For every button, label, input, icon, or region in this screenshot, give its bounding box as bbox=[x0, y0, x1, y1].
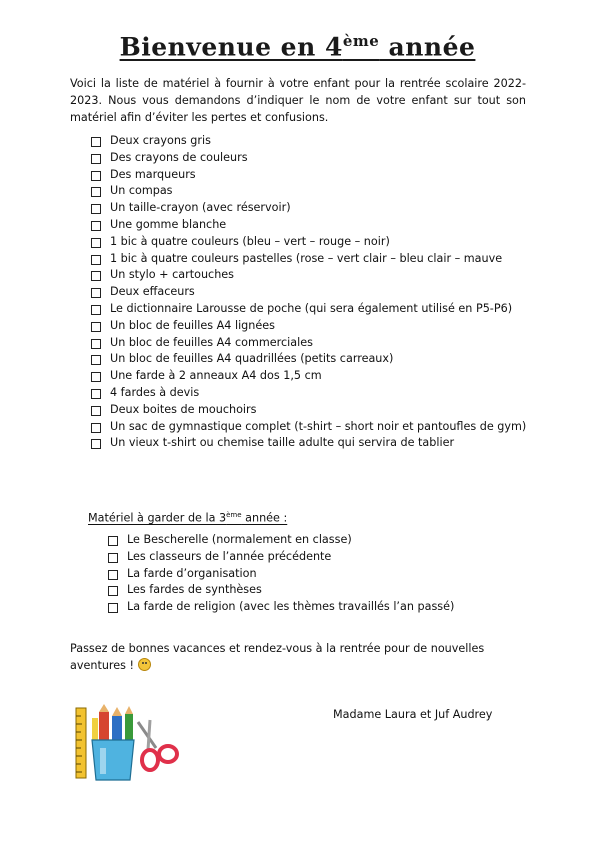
checkbox-icon bbox=[91, 439, 101, 449]
item-text: La farde de religion (avec les thèmes travaillés l’an passé) bbox=[127, 600, 455, 614]
item-text: Les classeurs de l’année précédente bbox=[127, 549, 332, 563]
item-text: La farde d’organisation bbox=[127, 566, 257, 580]
item-text: Une farde à 2 anneaux A4 dos 1,5 cm bbox=[110, 369, 322, 383]
list-item bbox=[88, 435, 528, 452]
keep-title-text-end: année : bbox=[241, 511, 288, 525]
checkbox-icon bbox=[108, 586, 118, 596]
checkbox-icon bbox=[91, 171, 101, 181]
item-text: Un bloc de feuilles A4 lignées bbox=[110, 318, 275, 332]
list-item bbox=[88, 351, 528, 368]
list-item bbox=[88, 419, 528, 436]
checkbox-icon bbox=[108, 536, 118, 546]
item-text: Un stylo + cartouches bbox=[110, 268, 234, 282]
item-text: Un sac de gymnastique complet (t-shirt – short noir et pantoufles de gym) bbox=[110, 419, 527, 433]
list-item bbox=[105, 582, 525, 599]
checkbox-icon bbox=[91, 238, 101, 248]
school-supplies-clipart bbox=[72, 702, 182, 782]
checkbox-icon bbox=[91, 255, 101, 265]
list-item bbox=[88, 267, 528, 284]
list-item bbox=[88, 200, 528, 217]
list-item bbox=[88, 183, 528, 200]
list-item bbox=[88, 150, 528, 167]
item-text: Un vieux t-shirt ou chemise taille adulte qui servira de tablier bbox=[110, 436, 455, 450]
title-text: Bienvenue en 4 bbox=[119, 32, 343, 62]
item-text: Deux crayons gris bbox=[110, 134, 211, 147]
item-text: Un compas bbox=[110, 184, 173, 198]
item-text: Deux effaceurs bbox=[110, 285, 195, 299]
checkbox-icon bbox=[91, 406, 101, 416]
list-item bbox=[88, 368, 528, 385]
page-title bbox=[0, 32, 595, 61]
checkbox-icon bbox=[91, 137, 101, 147]
keep-list bbox=[105, 532, 525, 616]
list-item bbox=[88, 318, 528, 335]
list-item bbox=[105, 549, 525, 566]
list-item bbox=[88, 133, 528, 150]
checkbox-icon bbox=[108, 603, 118, 613]
list-item bbox=[88, 284, 528, 301]
checkbox-icon bbox=[91, 322, 101, 332]
checkbox-icon bbox=[91, 288, 101, 298]
list-item bbox=[88, 217, 528, 234]
list-item bbox=[88, 251, 528, 268]
keep-section-title bbox=[88, 507, 287, 527]
list-item bbox=[88, 402, 528, 419]
smiley-icon bbox=[138, 658, 151, 671]
item-text: Des marqueurs bbox=[110, 167, 196, 181]
item-text: Des crayons de couleurs bbox=[110, 150, 248, 164]
checkbox-icon bbox=[91, 372, 101, 382]
checkbox-icon bbox=[91, 389, 101, 399]
checkbox-icon bbox=[91, 339, 101, 349]
item-text: 1 bic à quatre couleurs pastelles (rose – vert clair – bleu clair – mauve bbox=[110, 251, 503, 265]
signature: Madame Laura et Juf Audrey bbox=[333, 708, 493, 721]
item-text: Un bloc de feuilles A4 quadrillées (petits carreaux) bbox=[110, 352, 394, 366]
keep-title-superscript: ème bbox=[226, 511, 242, 519]
item-text: Le dictionnaire Larousse de poche (qui sera également utilisé en P5-P6) bbox=[110, 301, 513, 315]
keep-title-text: Matériel à garder de la 3 bbox=[88, 511, 227, 525]
item-text: Une gomme blanche bbox=[110, 217, 227, 231]
checkbox-icon bbox=[91, 423, 101, 433]
item-text: Le Bescherelle (normalement en classe) bbox=[127, 533, 352, 546]
item-text: Les fardes de synthèses bbox=[127, 583, 262, 597]
list-item bbox=[88, 385, 528, 402]
item-text: Un taille-crayon (avec réservoir) bbox=[110, 201, 291, 215]
supplies-list bbox=[88, 133, 528, 452]
checkbox-icon bbox=[91, 305, 101, 315]
checkbox-icon bbox=[91, 204, 101, 214]
closing-paragraph bbox=[70, 640, 526, 674]
checkbox-icon bbox=[91, 221, 101, 231]
checkbox-icon bbox=[91, 187, 101, 197]
item-text: 1 bic à quatre couleurs (bleu – vert – rouge – noir) bbox=[110, 234, 390, 248]
list-item bbox=[88, 234, 528, 251]
list-item bbox=[105, 532, 525, 549]
checkbox-icon bbox=[91, 154, 101, 164]
intro-paragraph: Voici la liste de matériel à fournir à votre enfant pour la rentrée scolaire 2022-2023. Nous vous demandons d’indiquer le nom de votre enfant sur tout son matériel afin d’éviter les pertes et confusions. bbox=[70, 77, 526, 124]
checkbox-icon bbox=[108, 570, 118, 580]
checkbox-icon bbox=[108, 553, 118, 563]
title-text-end: année bbox=[379, 32, 476, 62]
item-text: Un bloc de feuilles A4 commerciales bbox=[110, 335, 313, 349]
item-text: Deux boites de mouchoirs bbox=[110, 402, 257, 416]
checkbox-icon bbox=[91, 355, 101, 365]
list-item bbox=[88, 335, 528, 352]
title-superscript: ème bbox=[342, 32, 380, 50]
list-item bbox=[88, 167, 528, 184]
item-text: 4 fardes à devis bbox=[110, 385, 200, 399]
list-item bbox=[105, 566, 525, 583]
checkbox-icon bbox=[91, 271, 101, 281]
list-item bbox=[105, 599, 525, 616]
closing-text: Passez de bonnes vacances et rendez-vous à la rentrée pour de nouvelles aventures ! bbox=[70, 642, 485, 672]
list-item bbox=[88, 301, 528, 318]
